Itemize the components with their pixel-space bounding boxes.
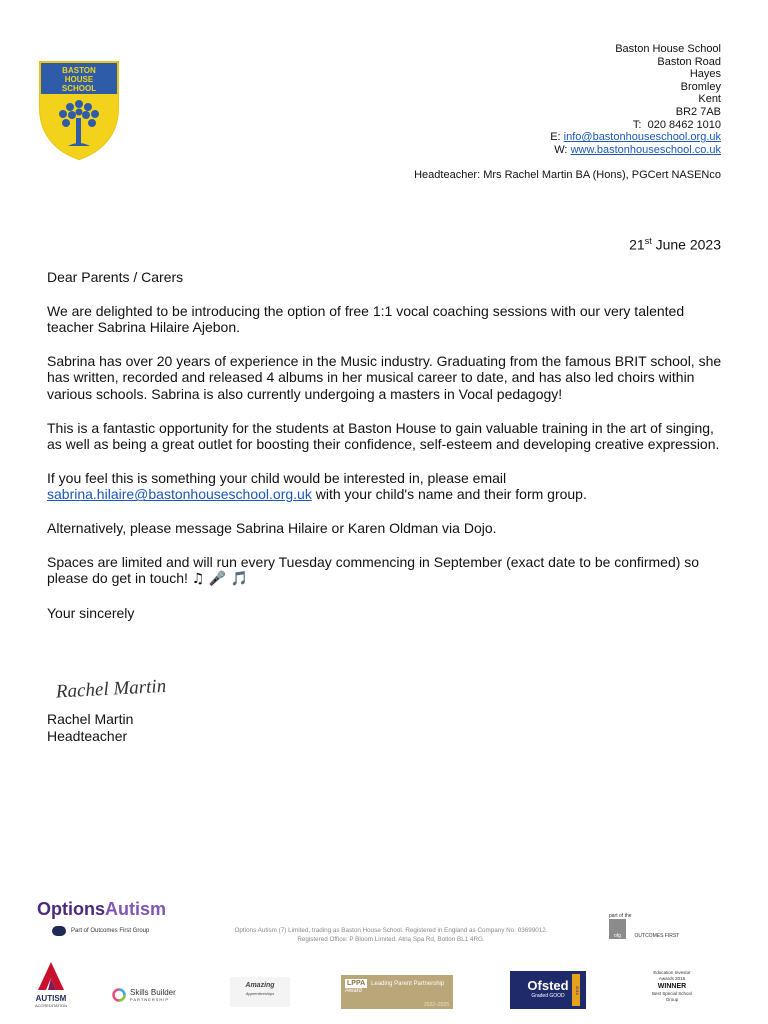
letter-date — [629, 236, 721, 253]
music-emoji-icon: ♫ 🎤 🎵 — [191, 571, 249, 588]
amazing-sub: Apprenticeships — [245, 991, 275, 996]
school-crest-logo — [38, 60, 120, 160]
lppa-mark: LPPA — [347, 980, 366, 987]
address-line: Baston Road — [657, 55, 721, 68]
options-logo-part2: Autism — [105, 899, 167, 919]
ofg-logo-text: OUTCOMES FIRST — [634, 933, 680, 939]
ofg-badge-text: Part of Outcomes First Group — [71, 928, 150, 934]
signoff-block — [47, 711, 133, 744]
closing: Your sincerely — [47, 604, 135, 621]
options-logo-part1: Options — [37, 899, 105, 919]
date-suffix: st — [644, 236, 652, 246]
ofsted-sub: Graded GOOD — [531, 993, 565, 999]
paragraph-opportunity: This is a fantastic opportunity for the students at Baston House to gain valuable training in the art of singing, as well as being a great outlet for boosting their confidence, self-esteem and developing creative expression. — [47, 419, 720, 453]
web-label: W: — [554, 143, 568, 156]
paragraph-intro: We are delighted to be introducing the option of free 1:1 vocal coaching sessions with our very talented teacher Sabrina Hilaire Ajebon. — [47, 302, 685, 336]
autism-a-icon — [30, 960, 72, 990]
ofsted-year: 2019 — [572, 974, 580, 1006]
spaces-text: Spaces are limited and will run every Tuesday commencing in September (exact date to be confirmed) so please do get in touch! — [47, 553, 700, 587]
lppa-years: 2022–2025 — [423, 1002, 449, 1008]
salutation: Dear Parents / Carers — [47, 269, 184, 285]
skills-builder-sub: PARTNERSHIP — [130, 997, 170, 1002]
skills-builder-badge — [112, 988, 176, 1002]
skills-builder-text: Skills Builder — [130, 988, 176, 997]
paragraph-spaces — [47, 554, 727, 588]
date-rest: June 2023 — [651, 236, 721, 253]
signature-text: Rachel Martin — [55, 675, 167, 703]
date-day: 21 — [629, 236, 645, 253]
paragraph-contact — [47, 470, 727, 503]
paragraph-experience: Sabrina has over 20 years of experience in the Music industry. Graduating from the famous BRIT school, she has written, recorded and released 4 albums in her musical career to date, and has also led choirs within various schools. Sabrina is also currently undergoing a masters in Vocal pedagogy! — [47, 352, 722, 402]
signature-image — [54, 670, 204, 706]
autism-badge-sub: ACCREDITATION — [34, 1003, 68, 1008]
contact-text-b: with your child's name and their form group. — [311, 486, 587, 503]
address-line: Bromley — [680, 80, 721, 93]
address-line: Hayes — [689, 68, 721, 81]
award-winner: WINNER — [657, 983, 687, 990]
teacher-email-link[interactable]: sabrina.hilaire@bastonhouseschool.org.uk — [47, 486, 312, 503]
outcomes-first-logo — [609, 913, 679, 939]
skills-ring-icon — [112, 988, 126, 1002]
address-line: Kent — [698, 93, 721, 106]
footer-registration-note — [186, 926, 596, 944]
signer-name: Rachel Martin — [47, 711, 134, 727]
crest-text-1: BASTON — [62, 66, 96, 75]
school-address — [550, 43, 721, 156]
web-line — [550, 144, 721, 157]
footer-note-line1: Options Autism (7) Limited, trading as Baston House School. Registered in England as Company No: 03699012. — [234, 927, 548, 934]
address-line: BR2 7AB — [675, 105, 721, 118]
autism-accreditation-badge — [30, 960, 72, 1008]
phone-label: T: — [632, 118, 642, 131]
award-bottom: Best Special School Group — [651, 991, 693, 1002]
crest-text-3: SCHOOL — [61, 84, 97, 93]
autism-badge-text: AUTISM — [35, 994, 67, 1003]
school-website-link[interactable]: www.bastonhouseschool.co.uk — [570, 143, 721, 156]
options-autism-logo — [37, 899, 166, 920]
education-award-badge — [651, 970, 693, 1003]
signer-title: Headteacher — [47, 727, 128, 744]
letter-body — [47, 269, 727, 625]
crest-text-2: HOUSE — [64, 75, 94, 84]
amazing-text: Amazing — [245, 982, 275, 989]
ofg-logo-box: ofg — [609, 919, 626, 939]
lppa-award-badge — [341, 975, 453, 1009]
lppa-text: Leading Parent Partnership Award — [345, 981, 445, 994]
email-label: E: — [550, 131, 561, 144]
ofg-badge — [52, 926, 149, 936]
ofg-dot-icon — [52, 926, 66, 936]
paragraph-dojo: Alternatively, please message Sabrina Hilaire or Karen Oldman via Dojo. — [47, 519, 497, 536]
phone-line — [550, 119, 721, 132]
award-top: Education Investor Awards 2016 — [653, 970, 691, 981]
ofsted-text: Ofsted — [527, 978, 569, 993]
footer-note-line2: Registered Office: P Bloom Limited, Atria Spa Rd, Bolton BL1 4RG. — [297, 936, 485, 943]
amazing-apprenticeships-badge — [230, 977, 290, 1007]
school-email-link[interactable]: info@bastonhouseschool.org.uk — [563, 131, 721, 144]
ofsted-badge — [510, 971, 586, 1009]
headteacher-line: Headteacher: Mrs Rachel Martin BA (Hons), PGCert NASENco — [414, 169, 721, 181]
phone-number: 020 8462 1010 — [647, 118, 721, 131]
contact-text-a: If you feel this is something your child would be interested in, please email — [47, 469, 507, 486]
email-line — [550, 131, 721, 144]
address-line: Baston House School — [615, 43, 721, 55]
ofg-logo-small: part of the — [609, 913, 632, 919]
